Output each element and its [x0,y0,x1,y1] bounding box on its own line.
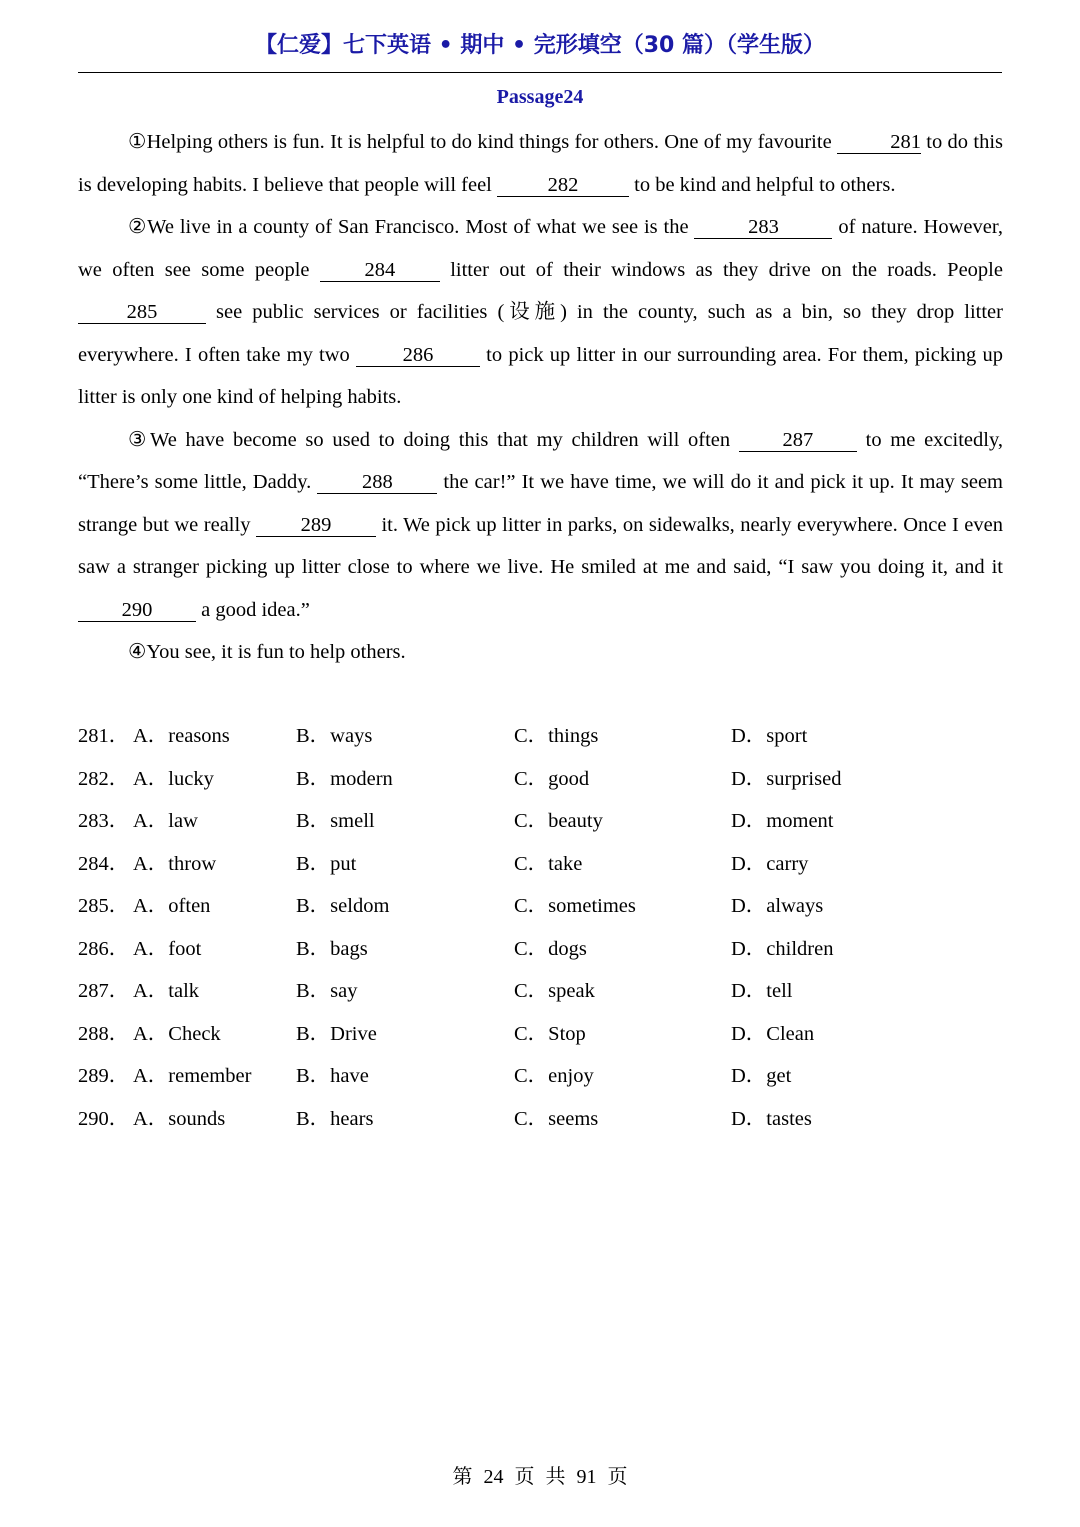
option-b: B．seldom [296,895,390,917]
header-divider [78,72,1002,73]
paragraph-text: to do this is developing habits. I believe that people will feel [78,131,1003,196]
option-a: A．sounds [133,1107,226,1130]
option-d: D．always [731,895,824,917]
paragraph-2 [78,206,1003,419]
question-number: 286． [78,937,130,960]
option-b: B．have [296,1065,369,1087]
option-c: C．Stop [514,1022,586,1045]
question-number: 287． [78,980,130,1002]
option-d: D．tell [731,980,793,1002]
question-row-288 [78,1013,1003,1056]
question-row-289 [78,1055,1003,1098]
option-d: D．children [731,937,834,960]
paragraph-text: it. We pick up litter in parks, on sidewalks, nearly everywhere. Once I even saw a stranger picking up litter close to where we live. He smiled at me and said, “I saw you doing it, and it [78,513,1003,578]
option-d: D．moment [731,810,834,832]
question-row-287 [78,970,1003,1013]
option-a: A．reasons [133,725,230,747]
option-d: D．get [731,1065,792,1087]
blank-282: 282 [497,174,629,197]
question-number: 281． [78,725,130,747]
question-number: 290． [78,1107,130,1130]
question-number: 289． [78,1065,130,1087]
paragraph-text: a good idea.” [196,598,310,621]
blank-281: 281 [837,131,921,154]
option-c: C．beauty [514,810,603,832]
paragraph-text: of nature. However, we often see some people [78,216,1003,281]
option-b: B．hears [296,1107,374,1130]
page-header: 【仁爱】七下英语 • 期中 • 完形填空（30 篇）（学生版） [254,33,826,58]
option-b: B．bags [296,937,368,960]
paragraph-text: the car!” It we have time, we will do it and pick it up. It may seem strange but we really [78,471,1003,536]
page-footer: 第 24 页 共 91 页 [452,1466,628,1488]
option-c: C．sometimes [514,895,636,917]
option-a: A．often [133,895,211,917]
question-row-282 [78,758,1003,801]
question-number: 282． [78,767,130,790]
option-a: A．talk [133,980,200,1002]
paragraph-text: to be kind and helpful to others. [629,173,896,196]
question-number: 285． [78,895,130,917]
blank-286: 286 [356,344,480,367]
option-b: B．Drive [296,1022,377,1045]
paragraph-1 [78,121,1003,206]
question-number: 288． [78,1022,130,1045]
option-d: D．sport [731,725,808,747]
paragraph-4: ④You see, it is fun to help others. [128,641,406,663]
option-c: C．speak [514,980,595,1002]
option-c: C．good [514,767,590,790]
paragraph-text: see public services or facilities (设施) in the county, such as a bin, so they drop litter everywhere. I often take my two [78,301,1003,366]
option-a: A．law [133,810,198,832]
question-row-290 [78,1098,1003,1141]
option-c: C．seems [514,1107,599,1130]
option-d: D．carry [731,852,809,875]
question-row-286 [78,928,1003,971]
option-b: B．smell [296,810,375,832]
blank-290: 290 [78,599,196,622]
option-a: A．remember [133,1065,252,1087]
question-row-283 [78,800,1003,843]
option-b: B．ways [296,725,373,747]
question-options [78,715,1003,1140]
option-a: A．throw [133,852,217,875]
option-c: C．enjoy [514,1065,594,1087]
option-a: A．foot [133,937,202,960]
blank-287: 287 [739,429,857,452]
option-b: B．put [296,852,357,875]
paragraph-3 [78,419,1003,632]
option-c: C．take [514,852,583,875]
question-row-281 [78,715,1003,758]
paragraph-text: litter out of their windows as they drive on the roads. People [439,258,1003,281]
passage-body [78,121,1003,674]
option-b: B．say [296,980,358,1002]
option-d: D．tastes [731,1107,812,1130]
option-a: A．lucky [133,767,214,790]
question-row-284 [78,843,1003,886]
paragraph-text: to me excitedly, “There’s some little, Daddy. [78,428,1003,493]
paragraph-text: to pick up litter in our surrounding area. For them, picking up litter is only one kind of helping habits. [78,343,1003,408]
paragraph-text: ①Helping others is fun. It is helpful to do kind things for others. One of my favourite [128,131,837,153]
blank-284: 284 [320,259,440,282]
option-d: D．surprised [731,767,842,790]
paragraph-text: ②We live in a county of San Francisco. Most of what we see is the [128,216,695,238]
blank-288: 288 [317,471,437,494]
question-number: 284． [78,852,130,875]
blank-289: 289 [256,514,376,537]
paragraph-text: ③We have become so used to doing this that my children will often [128,428,739,451]
blank-283: 283 [694,216,832,239]
option-c: C．things [514,725,599,747]
option-a: A．Check [133,1022,221,1045]
blank-285: 285 [78,301,206,324]
option-d: D．Clean [731,1022,815,1045]
option-c: C．dogs [514,937,587,960]
question-row-285 [78,885,1003,928]
question-number: 283． [78,810,130,832]
option-b: B．modern [296,767,393,790]
passage-title: Passage24 [496,86,584,108]
